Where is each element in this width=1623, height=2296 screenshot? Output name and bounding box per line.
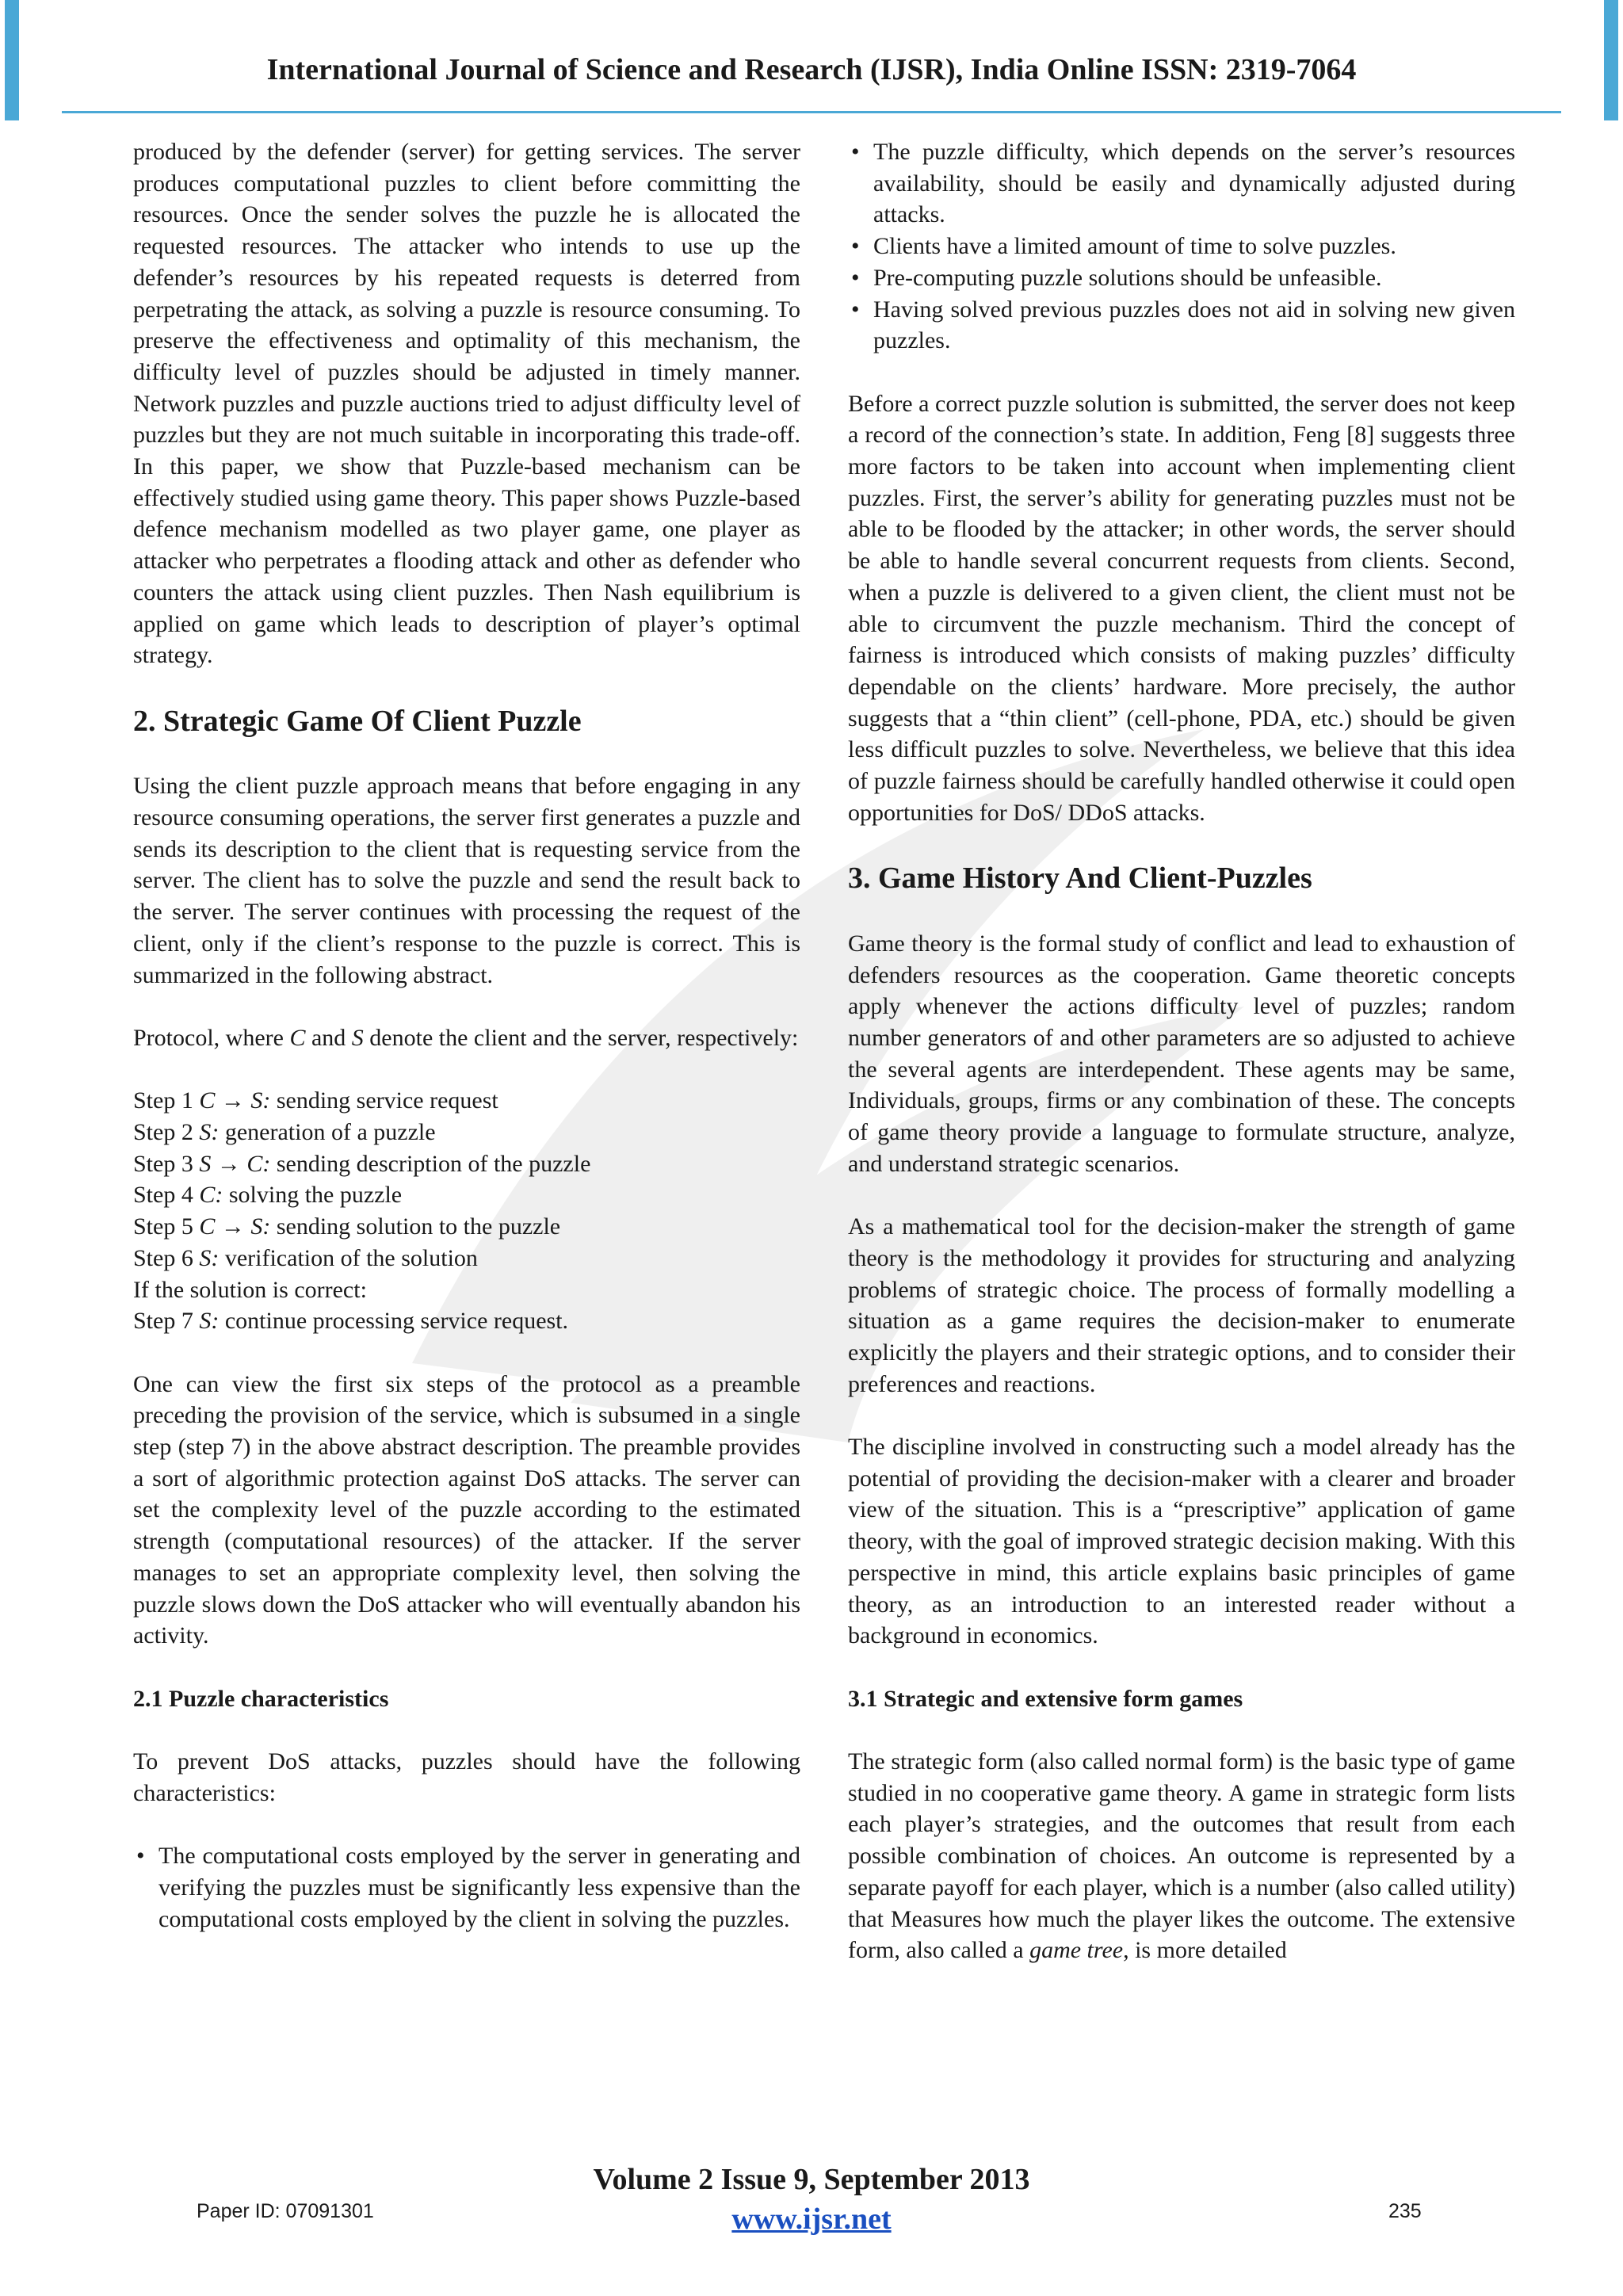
- footer-volume: Volume 2 Issue 9, September 2013: [593, 2163, 1030, 2196]
- right-paragraph-1: Before a correct puzzle solution is submitted, the server does not keep a record of the connection’s state. In addition, Feng [8] suggests three more factors to be taken into account when implementing client puzzles. First, the server’s ability for generating puzzles must not be able to be flooded by the attacker; in other words, the server should be able to handle several concurrent requests from clients. Second, when a puzzle is delivered to a given client, the client must not be able to circumvent the puzzle mechanism. Third the concept of fairness is introduced which consists of making puzzles’ difficulty dependable on the clients’ hardware. More precisely, the author suggests that a “thin client” (cell-phone, PDA, etc.) should be given less difficult puzzles to solve. Nevertheless, we believe that this idea of puzzle fairness should be carefully handled otherwise it could open opportunities for DoS/ DDoS attacks.: [848, 390, 1515, 826]
- right-paragraph-2: Game theory is the formal study of conflict and lead to exhaustion of defenders resources as the cooperation. Game theoretic concepts apply whenever the actions difficulty level of puzzles; random number generators of and other parameters are so adjusted to achieve the several agents are interdependent. These agents may be same, Individuals, groups, firms or any combination of these. The concepts of game theory provide a language to formulate structure, analyze, and understand strategic scenarios.: [848, 930, 1515, 1177]
- right-accent-bar: [1601, 0, 1623, 2296]
- section-2-heading: 2. Strategic Game Of Client Puzzle: [133, 704, 582, 738]
- section-3-heading: 3. Game History And Client-Puzzles: [848, 861, 1312, 896]
- protocol-step: If the solution is correct:: [133, 1276, 367, 1303]
- list-item: • Having solved previous puzzles does not aid in solving new given puzzles.: [848, 294, 1515, 357]
- protocol-step: Step 5 C → S: sending solution to the puzzle: [133, 1213, 561, 1240]
- right-paragraph-4: The discipline involved in constructing such a model already has the potential of providing the decision-maker with a clearer and broader view of the situation. This is a “prescriptive” application of game theory, with the goal of improved strategic decision making. With this perspective in mind, this article explains basic principles of game theory, as an introduction to an interested reader without a background in economics.: [848, 1434, 1515, 1649]
- left-paragraph-4: To prevent DoS attacks, puzzles should have the following characteristics:: [133, 1748, 800, 1806]
- protocol-step: Step 7 S: continue processing service request.: [133, 1308, 569, 1335]
- right-paragraph-3: As a mathematical tool for the decision-maker the strength of game theory is the methodology it provides for structuring and analyzing problems of strategic choice. The process of formally modelling a situation as a game requires the decision-maker to enumerate explicitly the players and their strategic options, and to consider their preferences and reactions.: [848, 1213, 1515, 1397]
- subsection-3-1-heading: 3.1 Strategic and extensive form games: [848, 1685, 1243, 1712]
- protocol-step: Step 2 S: generation of a puzzle: [133, 1119, 436, 1146]
- journal-header-title: International Journal of Science and Research (IJSR), India Online ISSN: 2319-7064: [266, 53, 1357, 86]
- protocol-step: Step 1 C → S: sending service request: [133, 1087, 498, 1114]
- protocol-steps: [133, 1085, 800, 1337]
- footer-page-number: 235: [1388, 2200, 1422, 2222]
- subsection-2-1-heading: 2.1 Puzzle characteristics: [133, 1685, 389, 1712]
- list-item: • Pre-computing puzzle solutions should be unfeasible.: [848, 262, 1515, 294]
- left-column: [133, 136, 800, 1966]
- left-paragraph-1: produced by the defender (server) for getting services. The server produces computational puzzles to client before committing the resources. Once the sender solves the puzzle he is allocated the requested resources. The attacker who intends to use up the defender’s resources by his repeated requests is deterred from perpetrating the attack, as solving a puzzle is resource consuming. To preserve the effectiveness and optimality of this mechanism, the difficulty level of puzzles should be adjusted in timely manner. Network puzzles and puzzle auctions tried to adjust difficulty level of puzzles but they are not much suitable in incorporating this trade-off. In this paper, we show that Puzzle-based mechanism can be effectively studied using game theory. This paper shows Puzzle-based defence mechanism modelled as two player game, one player as attacker who perpetrates a flooding attack and other as defender who counters the attack using client puzzles. Then Nash equilibrium is applied on game which leads to description of player’s optimal strategy.: [133, 139, 800, 669]
- characteristics-list-right: [848, 136, 1515, 357]
- left-accent-bar: [0, 0, 22, 2296]
- left-paragraph-2: Using the client puzzle approach means that before engaging in any resource consuming operations, the server first generates a puzzle and sends its description to the client that is requesting service from the server. The client has to solve the puzzle and send the result back to the server. The server continues with processing the request of the client, only if the client’s response to the puzzle is correct. This is summarized in the following abstract.: [133, 773, 800, 988]
- protocol-intro: Protocol, where C and S denote the client and the server, respectively:: [133, 1024, 799, 1051]
- protocol-step: Step 4 C: solving the puzzle: [133, 1182, 403, 1209]
- right-column: [848, 136, 1515, 1998]
- header-rule: [62, 111, 1561, 113]
- protocol-step: Step 3 S → C: sending description of the puzzle: [133, 1150, 591, 1177]
- left-paragraph-3: One can view the first six steps of the protocol as a preamble preceding the provision of the service, which is subsumed in a single step (step 7) in the above abstract description. The preamble provides a sort of algorithmic protection against DoS attacks. The server can set the complexity level of the puzzle according to the estimated strength (computational resources) of the attacker. If the server manages to set an appropriate complexity level, then solving the puzzle slows down the DoS attacker who will eventually abandon his activity.: [133, 1370, 800, 1649]
- footer-url-link[interactable]: www.ijsr.net: [731, 2202, 892, 2236]
- list-item: • The puzzle difficulty, which depends on the server’s resources availability, should be easily and dynamically adjusted during attacks.: [848, 136, 1515, 231]
- list-item: • Clients have a limited amount of time to solve puzzles.: [848, 231, 1515, 262]
- characteristics-list-left: [133, 1840, 800, 1935]
- right-paragraph-5: The strategic form (also called normal form) is the basic type of game studied in no cooperative game theory. A game in strategic form lists each player’s strategies, and the outcomes that result from each possible combination of choices. An outcome is represented by a separate payoff for each player, which is a number (also called utility) that Measures how much the player likes the outcome. The extensive form, also called a game tree, is more detailed: [848, 1748, 1515, 1964]
- footer-paper-id: Paper ID: 07091301: [197, 2200, 374, 2222]
- protocol-step: Step 6 S: verification of the solution: [133, 1244, 478, 1271]
- list-item: • The computational costs employed by the server in generating and verifying the puzzles must be significantly less expensive than the computational costs employed by the client in solving the puzzles.: [133, 1840, 800, 1935]
